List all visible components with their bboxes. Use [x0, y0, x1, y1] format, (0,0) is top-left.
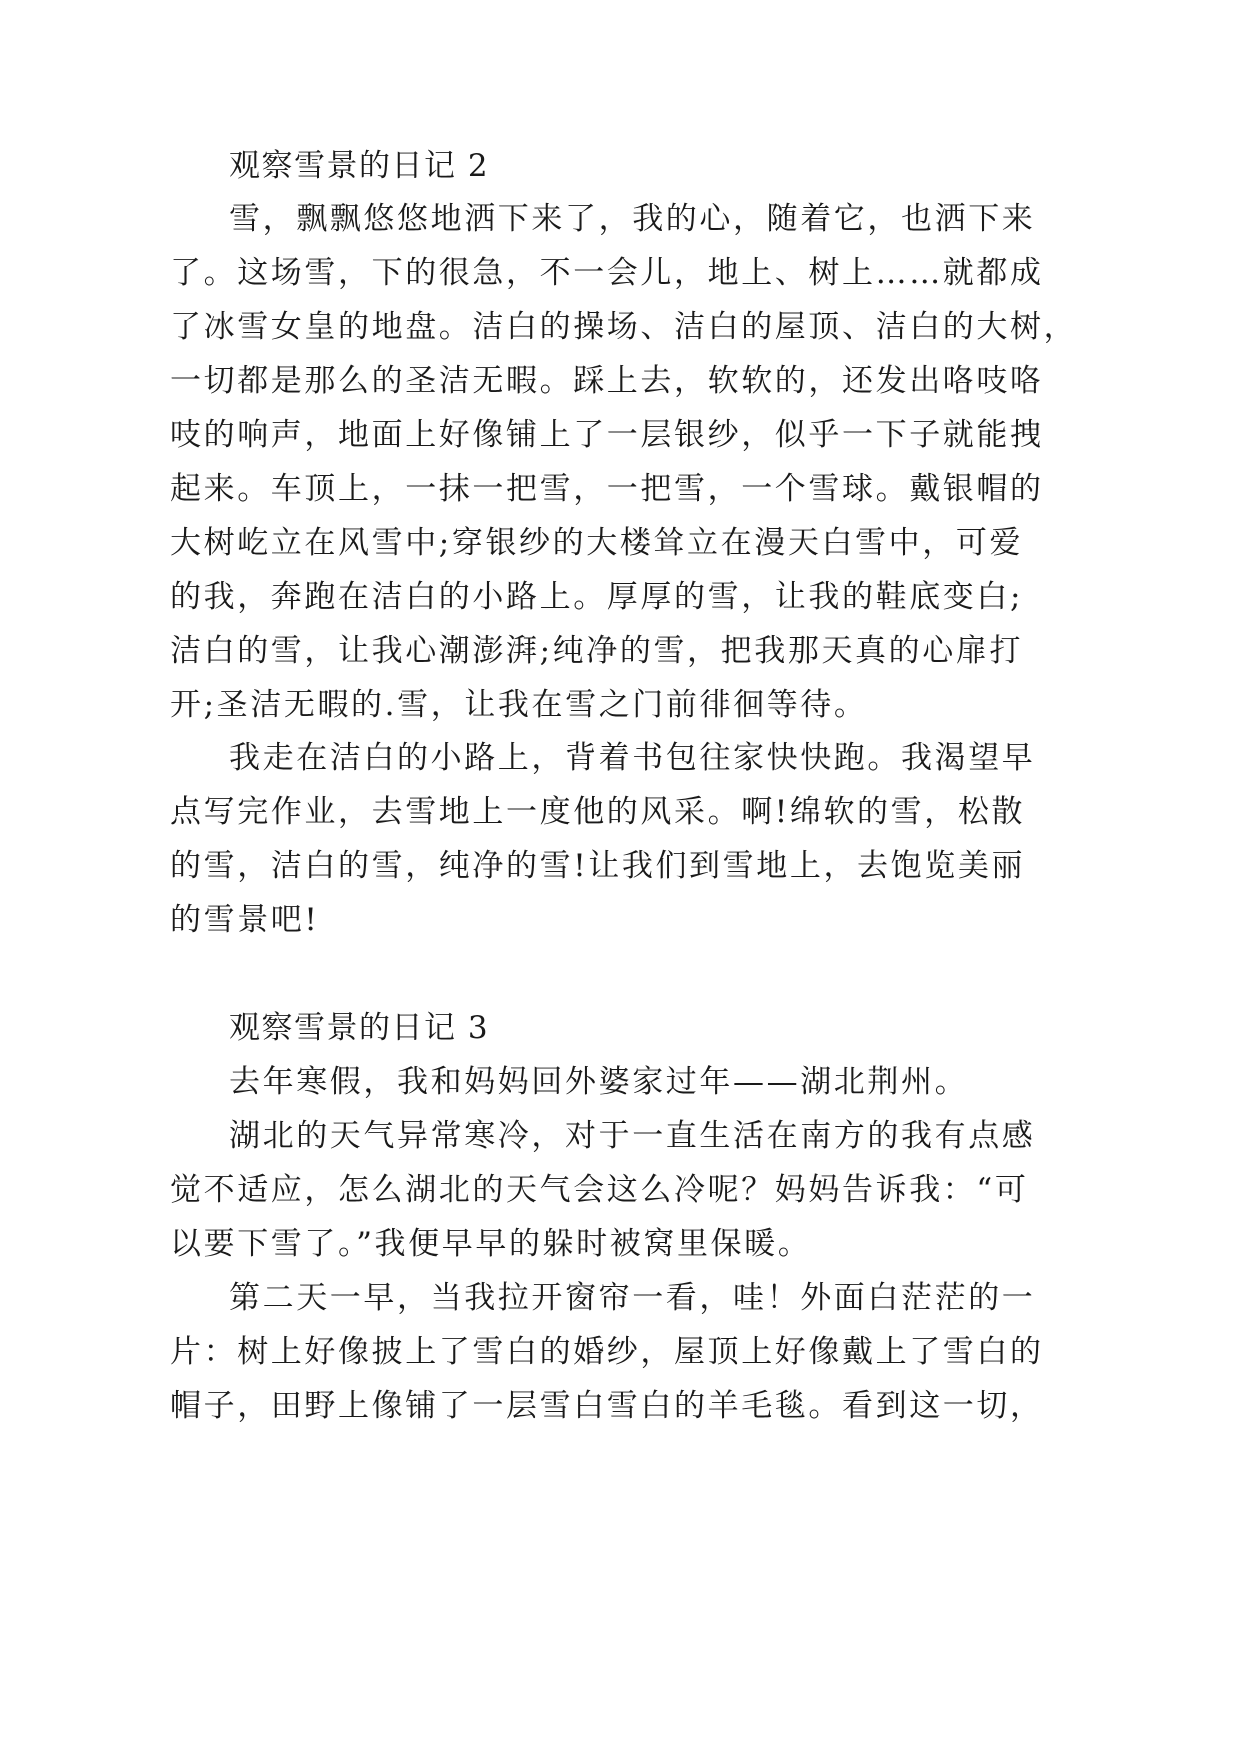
paragraph-line: 的雪，洁白的雪，纯净的雪!让我们到雪地上，去饱览美丽 — [170, 848, 1026, 884]
paragraph-line: 开;圣洁无暇的.雪，让我在雪之门前徘徊等待。 — [170, 687, 868, 723]
paragraph-line: 第二天一早，当我拉开窗帘一看，哇！外面白茫茫的一 — [229, 1280, 1036, 1316]
paragraph-line: 去年寒假，我和妈妈回外婆家过年——湖北荆州。 — [229, 1064, 969, 1100]
paragraph-line: 的雪景吧! — [170, 902, 320, 938]
paragraph-line: 雪，飘飘悠悠地洒下来了，我的心，随着它，也洒下来 — [229, 201, 1036, 237]
paragraph-line: 大树屹立在风雪中;穿银纱的大楼耸立在漫天白雪中，可爱 — [170, 525, 1024, 561]
paragraph-line: 了。这场雪，下的很急，不一会儿，地上、树上……就都成 — [170, 255, 1044, 291]
paragraph-line: 觉不适应，怎么湖北的天气会这么冷呢？妈妈告诉我：“可 — [170, 1172, 1029, 1208]
paragraph-line: 以要下雪了。”我便早早的躲时被窝里保暖。 — [170, 1226, 812, 1262]
section-title: 观察雪景的日记 2 — [229, 148, 490, 184]
paragraph-line: 帽子，田野上像铺了一层雪白雪白的羊毛毯。看到这一切， — [170, 1388, 1044, 1424]
paragraph-line: 吱的响声，地面上好像铺上了一层银纱，似乎一下子就能拽 — [170, 417, 1044, 453]
paragraph-line: 我走在洁白的小路上，背着书包往家快快跑。我渴望早 — [229, 740, 1036, 776]
paragraph-line: 点写完作业，去雪地上一度他的风采。啊!绵软的雪，松散 — [170, 794, 1026, 830]
paragraph-line: 起来。车顶上，一抹一把雪，一把雪，一个雪球。戴银帽的 — [170, 471, 1044, 507]
paragraph-line: 片：树上好像披上了雪白的婚纱，屋顶上好像戴上了雪白的 — [170, 1334, 1044, 1370]
section-title: 观察雪景的日记 3 — [229, 1010, 490, 1046]
paragraph-line: 湖北的天气异常寒冷，对于一直生活在南方的我有点感 — [229, 1118, 1036, 1154]
paragraph-line: 了冰雪女皇的地盘。洁白的操场、洁白的屋顶、洁白的大树， — [170, 309, 1078, 345]
paragraph-line: 一切都是那么的圣洁无暇。踩上去，软软的，还发出咯吱咯 — [170, 363, 1044, 399]
paragraph-line: 洁白的雪，让我心潮澎湃;纯净的雪，把我那天真的心扉打 — [170, 633, 1024, 669]
paragraph-line: 的我，奔跑在洁白的小路上。厚厚的雪，让我的鞋底变白; — [170, 579, 1024, 615]
